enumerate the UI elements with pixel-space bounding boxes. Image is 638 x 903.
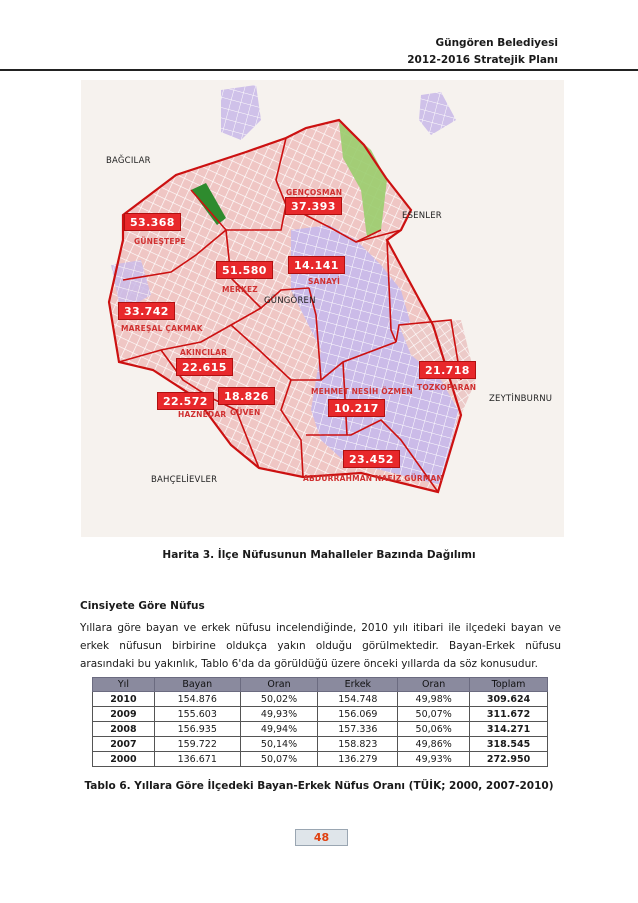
neighborhood-name-mehmet-nesih-ozmen: MEHMET NESİH ÖZMEN [311, 387, 413, 396]
district-map [81, 80, 564, 537]
section-title: Cinsiyete Göre Nüfus [80, 600, 205, 612]
neighborhood-name-abdurrahman-nafiz-gurman: ABDURRAHMAN NAFİZ GÜRMAN [303, 474, 444, 483]
table-caption: Tablo 6. Yıllara Göre İlçedeki Bayan-Erkek Nüfus Oranı (TÜİK; 2000, 2007-2010) [84, 780, 554, 792]
cell-total: 272.950 [470, 752, 548, 767]
neighborhood-name-tozkoparan: TOZKOPARAN [417, 383, 477, 392]
neighborhood-name-maresal-cakmak: MAREŞAL ÇAKMAK [121, 324, 203, 333]
cell-year: 2009 [93, 707, 155, 722]
cell-female-ratio: 50,07% [240, 752, 318, 767]
cell-male: 157.336 [318, 722, 398, 737]
cell-female: 159.722 [154, 737, 240, 752]
table-row [93, 752, 548, 767]
cell-male-ratio: 49,98% [398, 692, 470, 707]
neighborhood-name-merkez: MERKEZ [222, 285, 258, 294]
population-box-haznedar: 22.572 [157, 392, 214, 410]
table-row [93, 722, 548, 737]
neighborhood-name-haznedar: HAZNEDAR [178, 410, 227, 419]
region-label-bagcilar: BAĞCILAR [106, 156, 151, 166]
column-header-male-ratio: Oran [398, 678, 470, 692]
population-box-tozkoparan: 21.718 [419, 361, 476, 379]
population-box-abdurrahman-nafiz-gurman: 23.452 [343, 450, 400, 468]
population-box-akincilar: 22.615 [176, 358, 233, 376]
cell-female: 136.671 [154, 752, 240, 767]
region-label-bahcelievler: BAHÇELİEVLER [151, 475, 218, 485]
column-header-female: Bayan [154, 678, 240, 692]
cell-total: 318.545 [470, 737, 548, 752]
population-table [92, 677, 548, 767]
page-number: 48 [295, 829, 348, 846]
population-box-maresal-cakmak: 33.742 [118, 302, 175, 320]
cell-female: 156.935 [154, 722, 240, 737]
cell-female-ratio: 49,94% [240, 722, 318, 737]
cell-female: 154.876 [154, 692, 240, 707]
header-plan-title: 2012-2016 Stratejik Planı [407, 54, 558, 66]
population-box-gencosman: 37.393 [285, 197, 342, 215]
table-header-row [93, 678, 548, 692]
cell-female-ratio: 50,14% [240, 737, 318, 752]
cell-male: 158.823 [318, 737, 398, 752]
column-header-male: Erkek [318, 678, 398, 692]
cell-male-ratio: 50,07% [398, 707, 470, 722]
population-box-sanayi: 14.141 [288, 256, 345, 274]
cell-male: 156.069 [318, 707, 398, 722]
column-header-total: Toplam [470, 678, 548, 692]
cell-total: 311.672 [470, 707, 548, 722]
cell-year: 2010 [93, 692, 155, 707]
region-label-gungoren: GÜNGÖREN [264, 296, 316, 306]
map-caption: Harita 3. İlçe Nüfusunun Mahalleler Bazında Dağılımı [162, 549, 476, 561]
region-label-zeytinburnu: ZEYTİNBURNU [489, 394, 553, 404]
neighborhood-name-gencosman: GENÇOSMAN [286, 188, 343, 197]
column-header-year: Yıl [93, 678, 155, 692]
neighborhood-name-akincilar: AKINCILAR [180, 348, 228, 357]
header-institution: Güngören Belediyesi [435, 37, 558, 49]
body-paragraph: Yıllara göre bayan ve erkek nüfusu incelendiğinde, 2010 yılı itibari ile ilçedeki bayan ve erkek nüfusun birbirine oldukça yakın olduğu görülmektedir. Bayan-Erkek nüfusu arasındaki bu yakınlık, Tablo 6'da da görüldüğü üzere önceki yıllarda da söz konusudur. [80, 622, 561, 670]
table-row [93, 737, 548, 752]
population-box-mehmet-nesih-ozmen: 10.217 [328, 399, 385, 417]
region-label-esenler: ESENLER [402, 211, 442, 221]
population-box-guven: 18.826 [218, 387, 275, 405]
cell-male-ratio: 49,86% [398, 737, 470, 752]
table-row [93, 707, 548, 722]
neighborhood-name-gunestepe: GÜNEŞTEPE [134, 237, 186, 246]
neighborhood-name-sanayi: SANAYİ [308, 277, 340, 286]
cell-male: 154.748 [318, 692, 398, 707]
cell-male-ratio: 49,93% [398, 752, 470, 767]
cell-female-ratio: 50,02% [240, 692, 318, 707]
cell-total: 309.624 [470, 692, 548, 707]
column-header-female-ratio: Oran [240, 678, 318, 692]
cell-year: 2008 [93, 722, 155, 737]
cell-male-ratio: 50,06% [398, 722, 470, 737]
cell-year: 2007 [93, 737, 155, 752]
table-row [93, 692, 548, 707]
cell-female-ratio: 49,93% [240, 707, 318, 722]
cell-male: 136.279 [318, 752, 398, 767]
neighborhood-name-guven: GÜVEN [230, 408, 261, 417]
header-divider [0, 69, 638, 71]
cell-female: 155.603 [154, 707, 240, 722]
cell-total: 314.271 [470, 722, 548, 737]
population-box-merkez: 51.580 [216, 261, 273, 279]
cell-year: 2000 [93, 752, 155, 767]
population-box-gunestepe: 53.368 [124, 213, 181, 231]
